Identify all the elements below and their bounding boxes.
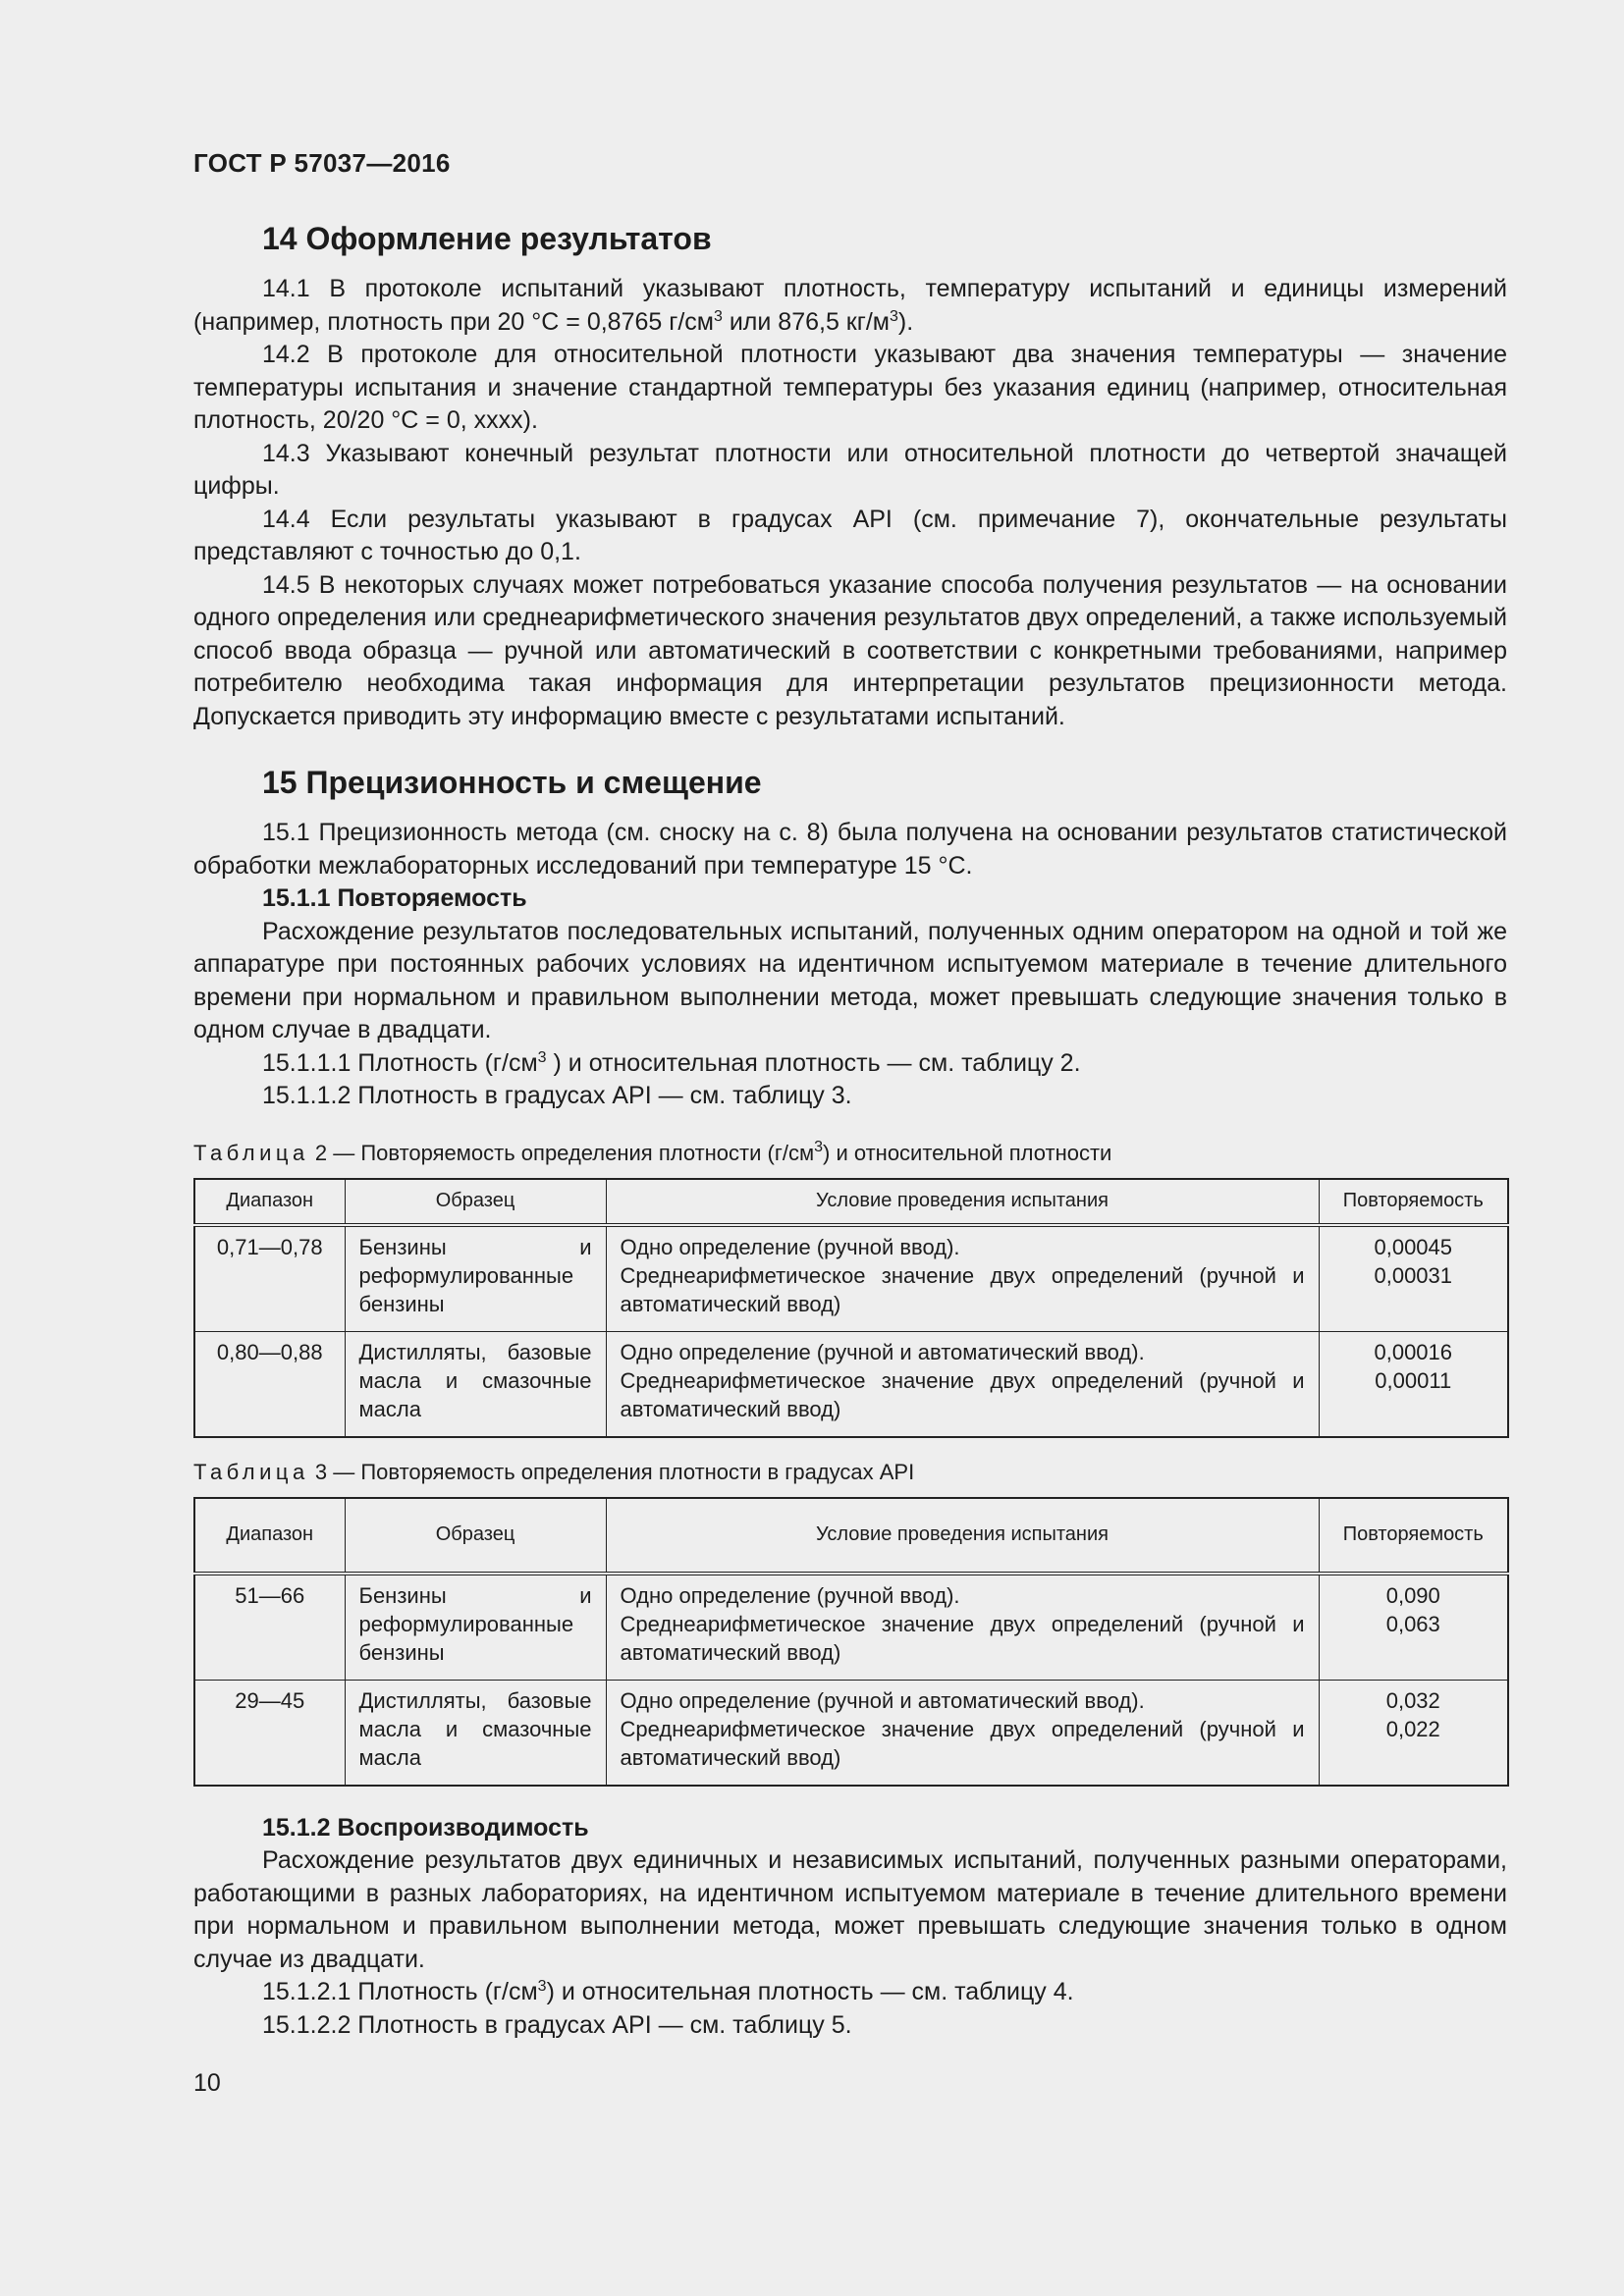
superscript: 3 bbox=[713, 307, 723, 325]
reference-table-2 bbox=[193, 1047, 1507, 1081]
paragraph-15-1: 15.1 Прецизионность метода (см. сноску на с. 8) была получена на основании результатов статистической обработки межлабораторных исследований при температуре 15 °C. bbox=[193, 819, 1507, 880]
heading-15-1-2: 15.1.2 Воспроизводимость bbox=[262, 1813, 589, 1842]
repeatability-value: 0,00045 bbox=[1374, 1234, 1453, 1259]
condition-cell bbox=[606, 1225, 1319, 1332]
condition-line: Одно определение (ручной ввод). bbox=[620, 1234, 960, 1259]
text: или 876,5 кг/м bbox=[722, 307, 890, 336]
reference-table-3: 15.1.1.2 Плотность в градусах API — см. таблицу 3. bbox=[262, 1082, 852, 1109]
condition-line: Среднеарифметическое значение двух определений (ручной и автоматический ввод) bbox=[620, 1367, 1305, 1421]
range-cell: 29—45 bbox=[194, 1680, 345, 1786]
text: 15.1.2.1 Плотность (г/см bbox=[262, 1978, 538, 2005]
section-14-title: 14 Оформление результатов bbox=[262, 221, 712, 256]
condition-line: Среднеарифметическое значение двух определений (ручной и автоматический ввод) bbox=[620, 1716, 1305, 1770]
table-label: Таблица bbox=[193, 1459, 309, 1484]
paragraph-14-1 bbox=[193, 273, 1507, 339]
document-body bbox=[193, 221, 1507, 2042]
column-header: Условие проведения испытания bbox=[606, 1179, 1319, 1225]
table-row bbox=[194, 1331, 1508, 1437]
paragraph-14-2: 14.2 В протоколе для относительной плотности указывают два значения температуры — значение температуры испытания и значение стандартной температуры без указания единиц (например, относительная плотность, 20/20 °C = 0, xxxx). bbox=[193, 341, 1507, 434]
page-number: 10 bbox=[193, 2069, 221, 2097]
condition-cell bbox=[606, 1331, 1319, 1437]
sample-cell: Бензины и реформулированные бензины bbox=[345, 1574, 606, 1681]
condition-line: Одно определение (ручной ввод). bbox=[620, 1582, 960, 1608]
repeatability-cell bbox=[1319, 1680, 1508, 1786]
table-2 bbox=[193, 1178, 1509, 1438]
heading-15-1-1: 15.1.1 Повторяемость bbox=[262, 884, 527, 912]
reference-table-4 bbox=[193, 1976, 1507, 2009]
sample-cell: Дистилляты, базовые масла и смазочные масла bbox=[345, 1680, 606, 1786]
superscript: 3 bbox=[537, 1048, 547, 1066]
column-header: Диапазон bbox=[194, 1179, 345, 1225]
reference-table-5: 15.1.2.2 Плотность в градусах API — см. таблицу 5. bbox=[262, 2010, 852, 2039]
column-header: Образец bbox=[345, 1179, 606, 1225]
text: ) и относительная плотность — см. таблицу 2. bbox=[546, 1048, 1081, 1077]
repeatability-value: 0,032 bbox=[1385, 1687, 1440, 1713]
table-3 bbox=[193, 1497, 1509, 1787]
table-3-caption bbox=[193, 1458, 1507, 1487]
range-cell: 0,71—0,78 bbox=[194, 1225, 345, 1332]
repeatability-value: 0,022 bbox=[1385, 1716, 1440, 1741]
column-header: Диапазон bbox=[194, 1498, 345, 1574]
column-header: Условие проведения испытания bbox=[606, 1498, 1319, 1574]
range-cell: 51—66 bbox=[194, 1574, 345, 1681]
text: 15.1.1.1 Плотность (г/см bbox=[262, 1048, 538, 1077]
paragraph-14-3: 14.3 Указывают конечный результат плотности или относительной плотности до четвертой значащей цифры. bbox=[193, 439, 1507, 500]
repeatability-value: 0,090 bbox=[1385, 1582, 1440, 1608]
condition-line: Среднеарифметическое значение двух определений (ручной и автоматический ввод) bbox=[620, 1262, 1305, 1316]
table-row bbox=[194, 1680, 1508, 1786]
table-header-row bbox=[194, 1179, 1508, 1225]
repeatability-cell bbox=[1319, 1574, 1508, 1681]
repeatability-value: 0,063 bbox=[1385, 1611, 1440, 1636]
sample-cell: Дистилляты, базовые масла и смазочные масла bbox=[345, 1331, 606, 1437]
repeatability-cell bbox=[1319, 1331, 1508, 1437]
range-cell: 0,80—0,88 bbox=[194, 1331, 345, 1437]
sample-cell: Бензины и реформулированные бензины bbox=[345, 1225, 606, 1332]
column-header: Образец bbox=[345, 1498, 606, 1574]
condition-cell bbox=[606, 1574, 1319, 1681]
table-row bbox=[194, 1225, 1508, 1332]
paragraph-14-5: 14.5 В некоторых случаях может потребоваться указание способа получения результатов — на основании одного определения или среднеарифметического значения результатов двух определений, а также используемый способ ввода образца — ручной или автоматический в соответствии с конкретными требованиями, например потребителю необходима такая информация для интерпретации результатов прецизионности метода. Допускается приводить эту информацию вместе с результатами испытаний. bbox=[193, 570, 1507, 730]
document-code: ГОСТ Р 57037—2016 bbox=[193, 148, 451, 178]
paragraph-repeatability: Расхождение результатов последовательных испытаний, полученных одним оператором на одной и той же аппаратуре при постоянных рабочих условиях на идентичном испытуемом материале в течение длительного времени при нормальном и правильном выполнении метода, может превышать следующие значения только в одном случае в двадцати. bbox=[193, 917, 1507, 1043]
column-header: Повторяемость bbox=[1319, 1498, 1508, 1574]
text: ). bbox=[897, 307, 914, 336]
repeatability-value: 0,00031 bbox=[1374, 1262, 1453, 1288]
paragraph-14-4: 14.4 Если результаты указывают в градусах API (см. примечание 7), окончательные результаты представляют с точностью до 0,1. bbox=[193, 505, 1507, 565]
column-header: Повторяемость bbox=[1319, 1179, 1508, 1225]
superscript: 3 bbox=[814, 1138, 823, 1155]
text: ) и относительной плотности bbox=[823, 1140, 1112, 1165]
table-header-row bbox=[194, 1498, 1508, 1574]
table-row bbox=[194, 1574, 1508, 1681]
section-15-title: 15 Прецизионность и смещение bbox=[262, 765, 762, 800]
repeatability-value: 0,00011 bbox=[1375, 1367, 1452, 1393]
text: 14.1 В протоколе испытаний указывают плотность, температуру испытаний и единицы измерений (например, плотность при 20 °C = 0,8765 г/см bbox=[193, 275, 1507, 336]
paragraph-reproducibility: Расхождение результатов двух единичных и независимых испытаний, полученных разными операторами, работающими в разных лабораториях, на идентичном испытуемом материале в течение длительного времени при нормальном и правильном выполнении метода, может превышать следующие значения только в одном случае из двадцати. bbox=[193, 1846, 1507, 1973]
condition-line: Одно определение (ручной и автоматический ввод). bbox=[620, 1687, 1145, 1713]
repeatability-value: 0,00016 bbox=[1374, 1339, 1453, 1364]
table-2-caption bbox=[193, 1139, 1507, 1168]
text: 2 — Повторяемость определения плотности (г/см bbox=[308, 1140, 815, 1165]
text: ) и относительная плотность — см. таблицу 4. bbox=[546, 1978, 1074, 2005]
repeatability-cell bbox=[1319, 1225, 1508, 1332]
superscript: 3 bbox=[537, 1978, 547, 1995]
superscript: 3 bbox=[890, 307, 898, 325]
condition-cell bbox=[606, 1680, 1319, 1786]
table-label: Таблица bbox=[193, 1140, 309, 1165]
condition-line: Среднеарифметическое значение двух определений (ручной и автоматический ввод) bbox=[620, 1611, 1305, 1665]
text: 3 — Повторяемость определения плотности в градусах API bbox=[308, 1459, 915, 1484]
condition-line: Одно определение (ручной и автоматический ввод). bbox=[620, 1339, 1145, 1364]
